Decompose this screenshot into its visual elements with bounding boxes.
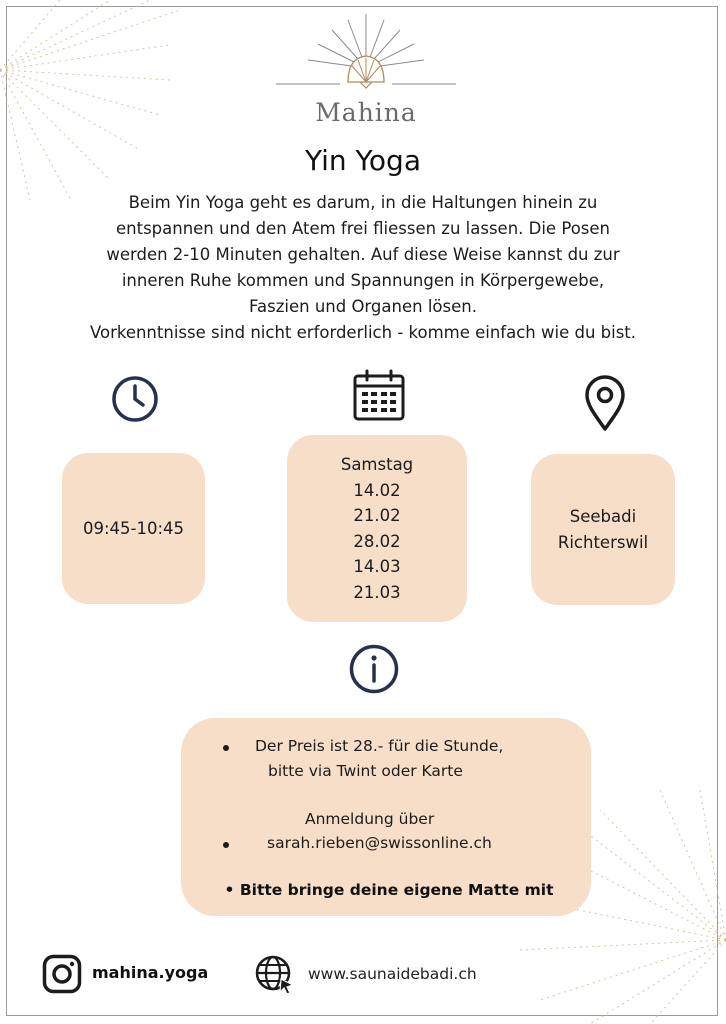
mat-note-text: Bitte bringe deine eigene Matte mit [239, 881, 554, 899]
time-value: 09:45-10:45 [82, 519, 185, 538]
location-line: Richterswil [557, 532, 649, 552]
website-link[interactable]: www.saunaidebadi.ch [308, 965, 477, 983]
date-item: 28.02 [353, 531, 401, 551]
logo-text: Mahina [315, 98, 417, 127]
date-card [287, 435, 467, 622]
contact-email[interactable]: sarah.rieben@swissonline.ch [267, 834, 492, 852]
day-label: Samstag [340, 455, 414, 474]
intro-line: werden 2-10 Minuten gehalten. Auf diese Weise kannst du zur [106, 245, 620, 264]
intro-line: Faszien und Organen lösen. [249, 297, 477, 316]
globe-cursor-icon[interactable] [254, 954, 296, 996]
bullet-icon [223, 745, 229, 751]
info-card [181, 718, 591, 916]
location-line: Seebadi [569, 506, 637, 526]
date-item: 21.03 [353, 582, 401, 602]
shell-sunrise-icon [268, 6, 464, 102]
intro-line: entspannen und den Atem frei fliessen zu lassen. Die Posen [115, 219, 610, 238]
registration-label: Anmeldung über [305, 810, 435, 828]
mat-note: • Bitte bringe deine eigene Matte mit [224, 881, 554, 899]
location-card [531, 454, 675, 605]
intro-line: Vorkenntnisse sind nicht erforderlich - komme einfach wie du bist. [89, 323, 637, 342]
mahina-logo [268, 6, 464, 138]
payment-line: bitte via Twint oder Karte [268, 762, 463, 780]
date-item: 14.03 [353, 557, 401, 576]
intro-paragraph [40, 190, 686, 346]
page-title: Yin Yoga [305, 144, 421, 177]
date-item: 21.02 [353, 506, 401, 525]
bullet-icon [223, 842, 229, 848]
date-item: 14.02 [353, 480, 401, 500]
intro-line: inneren Ruhe kommen und Spannungen in Körpergewebe, [121, 271, 605, 290]
clock-icon [110, 374, 160, 424]
instagram-handle[interactable]: mahina.yoga [92, 963, 209, 982]
calendar-icon [352, 368, 406, 422]
price-line: Der Preis ist 28.- für die Stunde, [255, 737, 504, 755]
time-card [62, 453, 205, 604]
location-pin-icon [583, 375, 627, 433]
info-icon [348, 643, 400, 695]
instagram-icon[interactable] [42, 954, 82, 994]
intro-line: Beim Yin Yoga geht es darum, in die Haltungen hinein zu [128, 193, 598, 212]
